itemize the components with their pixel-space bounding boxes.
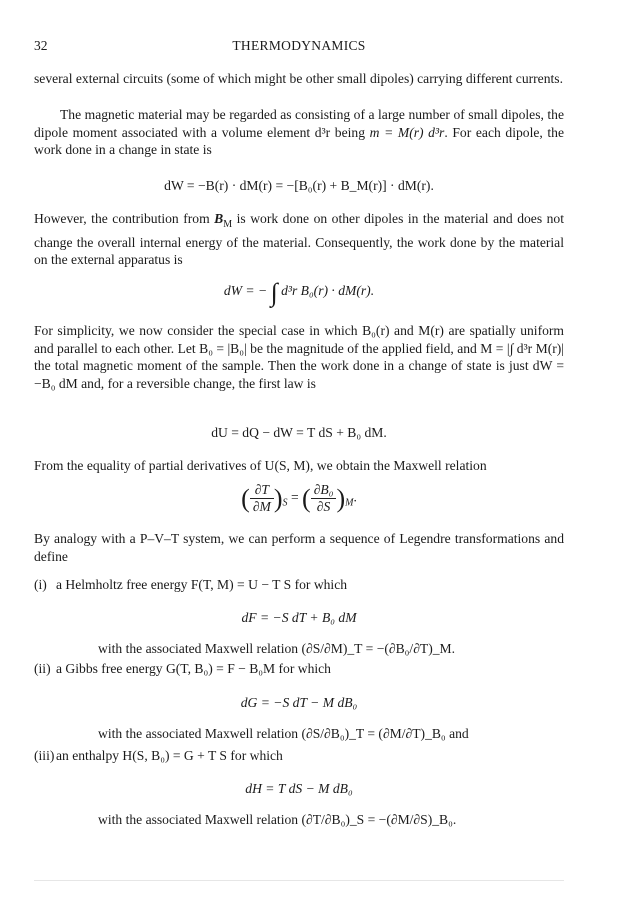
- equation-work-external-lhs: dW = −: [223, 283, 268, 298]
- paragraph-2-text-c: . For each dipole, the work done in a change in state is: [34, 124, 565, 158]
- maxwell-relation-enthalpy: with the associated Maxwell relation (∂T/∂B₀)_S = −(∂M/∂S)_B₀.: [98, 812, 457, 827]
- running-header: [34, 38, 564, 58]
- paragraph-4: For simplicity, we now consider the special case in which B₀(r) and M(r) are spatially uniform and parallel to each other. Let B₀ = |B₀| be the magnitude of the applied field, and M = |∫ d³r M(r)| the total magnetic moment of the sample. Then the work done in a change of state is just dW = −B₀ dM and, for a reversible change, the first law is: [34, 323, 564, 391]
- fraction-lhs: $\frac{\partial T}{\partial M}$: [250, 482, 274, 515]
- paragraph-3-text-c: is work done on other dipoles in the material and does not change the overall internal energy of the material. Consequently, the work done by the material on the external apparatus is: [34, 211, 564, 268]
- paragraph-2: [34, 106, 564, 159]
- paragraph-3-text-a: However, the contribution from: [34, 211, 215, 226]
- equation-gibbs: dG = −S dT − M dB₀: [240, 695, 358, 710]
- integral-sign: ∫: [270, 278, 278, 307]
- bottom-rule: [34, 880, 564, 881]
- equation-work-external: [34, 278, 564, 308]
- equation-first-law: dU = dQ − dW = T dS + B₀ dM.: [211, 425, 387, 440]
- dipole-moment-formula: m = M(r) d³r: [369, 124, 445, 140]
- equation-work-dipole: dW = −B(r) · dM(r) = −[B₀(r) + B_M(r)] · dM(r).: [164, 178, 434, 193]
- paragraph-3: [34, 210, 564, 269]
- paragraph-2-text-a: The magnetic material may be regarded as consisting of a large number of small dipoles, the dipole moment associated with a volume element d³r being: [34, 107, 564, 140]
- maxwell-relation-helmholtz: with the associated Maxwell relation (∂S/∂M)_T = −(∂B₀/∂T)_M.: [98, 641, 456, 656]
- running-title: THERMODYNAMICS: [232, 38, 366, 53]
- equation-enthalpy: dH = T dS − M dB₀: [245, 781, 353, 796]
- field-subscript: M: [223, 219, 233, 230]
- maxwell-relation: ( $\frac{\partial T}{\partial M}$ )$_S$ = ( $\frac{\text{∂B₀}}{\partial S}$ )$_M$.: [241, 482, 357, 514]
- page-number: 32: [34, 38, 48, 53]
- paragraph-1: several external circuits (some of which might be other small dipoles) carrying different currents.: [34, 71, 563, 86]
- field-symbol: B: [214, 211, 224, 226]
- equation-helmholtz: dF = −S dT + B₀ dM: [241, 610, 357, 625]
- paragraph-5: From the equality of partial derivatives of U(S, M), we obtain the Maxwell relation: [34, 458, 487, 473]
- paragraph-6: By analogy with a P–V–T system, we can perform a sequence of Legendre transformations and define: [34, 531, 564, 564]
- maxwell-relation-gibbs: with the associated Maxwell relation (∂S/∂B₀)_T = (∂M/∂T)_B₀ and: [98, 726, 469, 741]
- fraction-rhs: $\frac{\text{∂B₀}}{\partial S}$: [311, 482, 337, 515]
- equation-work-external-rhs: d³r B₀(r) · dM(r).: [281, 283, 375, 298]
